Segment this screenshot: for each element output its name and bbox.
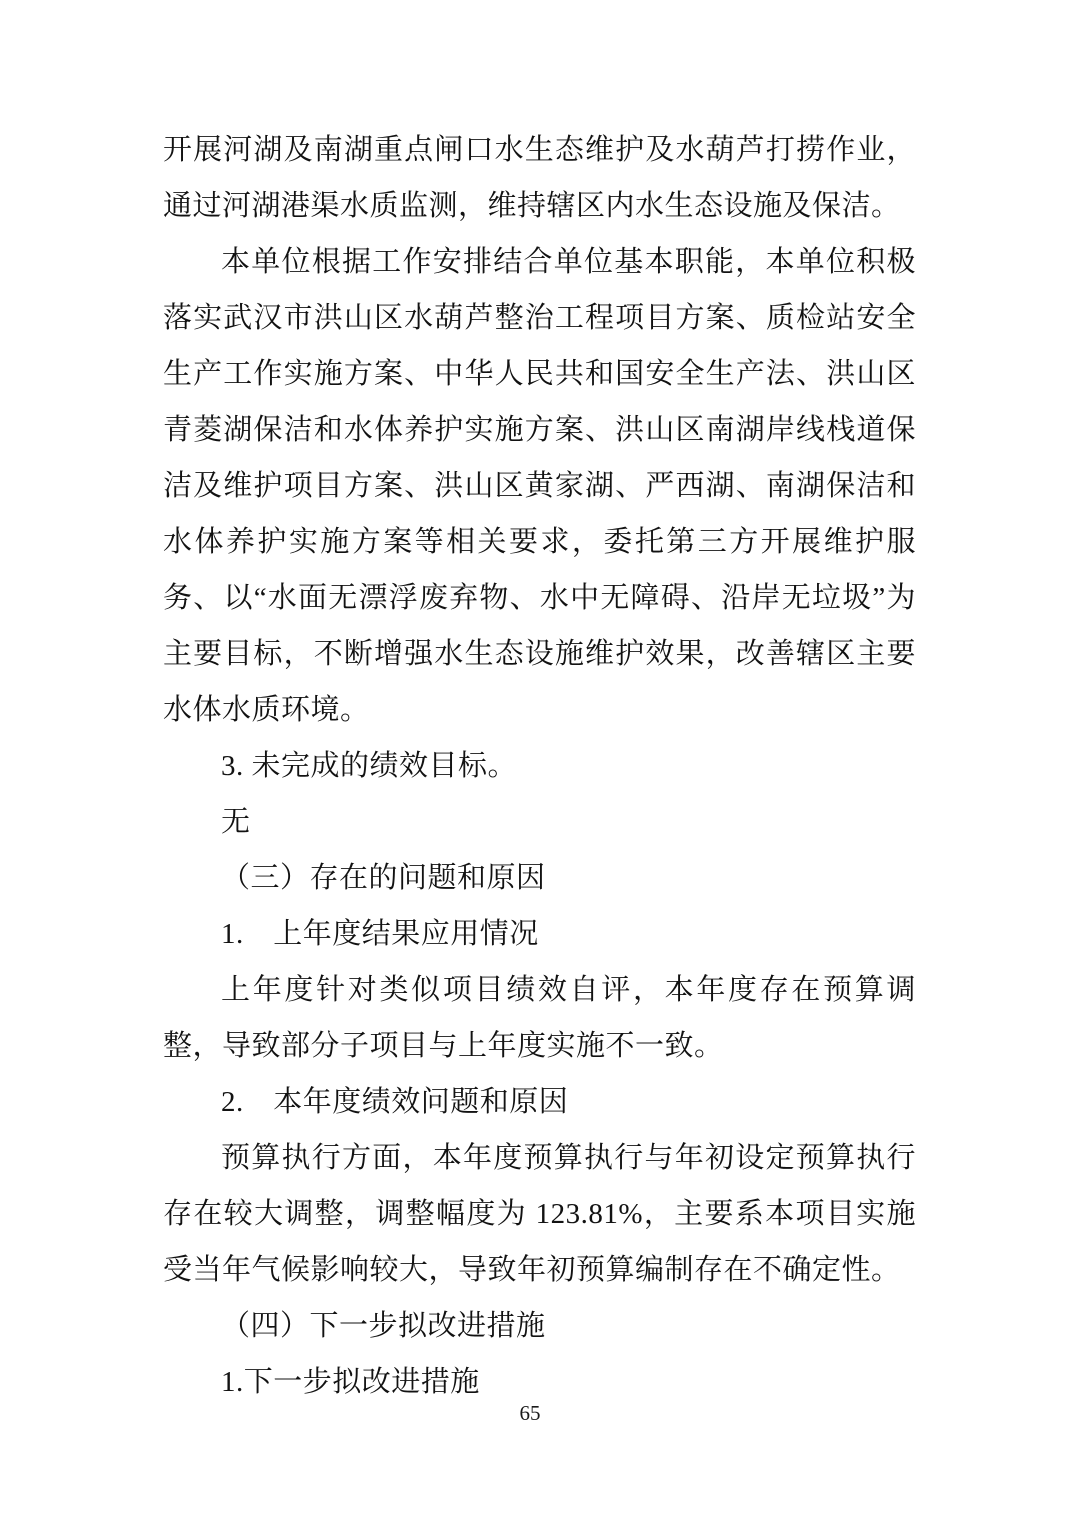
document-body — [163, 122, 916, 1410]
paragraph: 无 — [221, 806, 251, 838]
page-number: 65 — [519, 1401, 541, 1425]
paragraph: 本单位根据工作安排结合单位基本职能，本单位积极落实武汉市洪山区水葫芦整治工程项目方案、质检站安全生产工作实施方案、中华人民共和国安全生产法、洪山区青菱湖保洁和水体养护实施方案、洪山区南湖岸线栈道保洁及维护项目方案、洪山区黄家湖、严西湖、南湖保洁和水体养护实施方案等相关要求，委托第三方开展维护服务、以“水面无漂浮废弃物、水中无障碍、沿岸无垃圾”为主要目标，不断增强水生态设施维护效果，改善辖区主要水体水质环境。 — [163, 246, 916, 726]
paragraph: 3. 未完成的绩效目标。 — [221, 750, 518, 782]
paragraph: 预算执行方面，本年度预算执行与年初设定预算执行存在较大调整，调整幅度为 123.81%，主要系本项目实施受当年气候影响较大，导致年初预算编制存在不确定性。 — [163, 1142, 916, 1286]
paragraph: 上年度针对类似项目绩效自评，本年度存在预算调整，导致部分子项目与上年度实施不一致。 — [163, 974, 916, 1062]
paragraph: （四）下一步拟改进措施 — [221, 1310, 546, 1342]
paragraph: （三）存在的问题和原因 — [221, 862, 546, 894]
paragraph: 2. 本年度绩效问题和原因 — [221, 1086, 569, 1118]
paragraph: 1.下一步拟改进措施 — [221, 1366, 480, 1398]
paragraph: 开展河湖及南湖重点闸口水生态维护及水葫芦打捞作业，通过河湖港渠水质监测，维持辖区内水生态设施及保洁。 — [163, 134, 916, 222]
paragraph: 1. 上年度结果应用情况 — [221, 918, 539, 950]
